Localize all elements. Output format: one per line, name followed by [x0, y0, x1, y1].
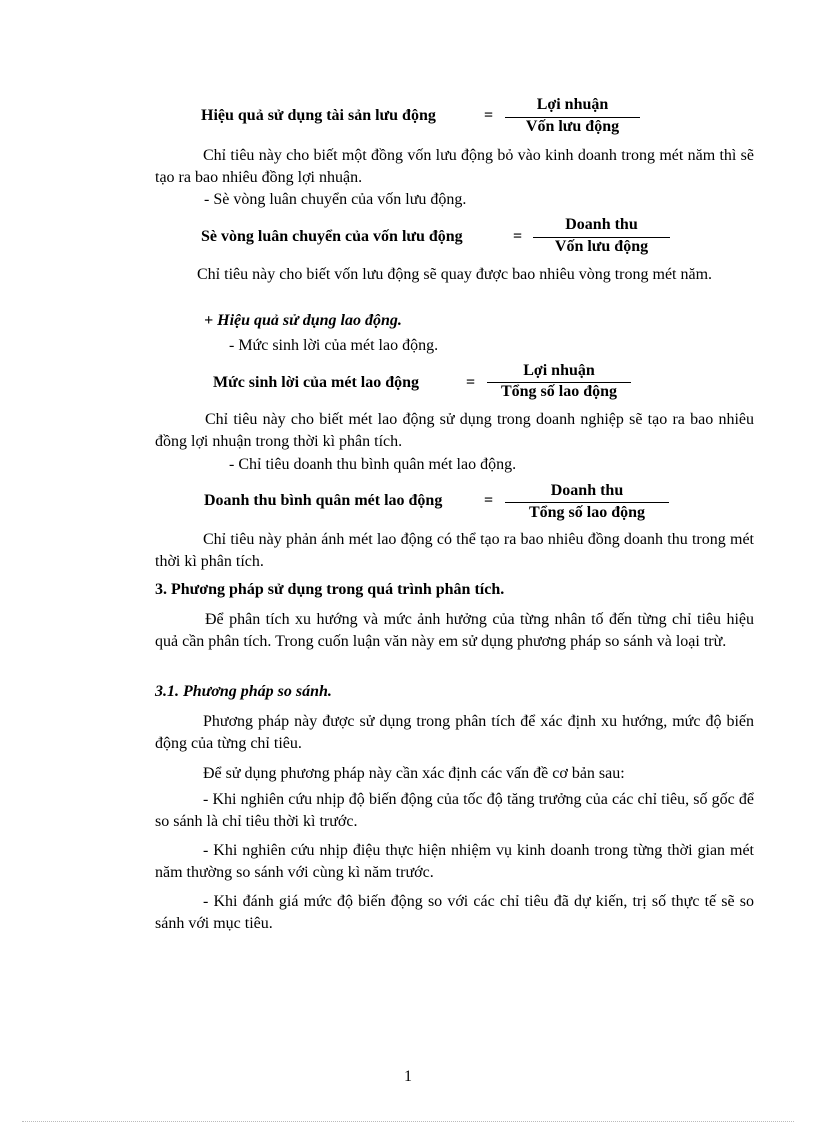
equals-sign: = [513, 228, 523, 245]
formula-denominator: Tổng số lao động [528, 504, 646, 521]
formula-numerator: Lợi nhuận [523, 362, 595, 379]
formula-numerator: Lợi nhuận [536, 96, 609, 113]
formula-label: Hiệu quả sử dụng tài sản lưu động [201, 107, 436, 124]
paragraph: Phương pháp này được sử dụng trong phân tích để xác định xu hướng, mức độ biến động của từng chỉ tiêu. [155, 713, 754, 752]
paragraph: - Khi nghiên cứu nhịp điệu thực hiện nhiệm vụ kinh doanh trong từng thời gian mét năm thường so sánh với cùng kì năm trước. [155, 842, 754, 881]
paragraph: Chỉ tiêu này cho biết một đồng vốn lưu động bỏ vào kinh doanh trong mét năm thì sẽ tạo ra bao nhiêu đồng lợi nhuận. [155, 147, 754, 186]
paragraph: - Khi đánh giá mức độ biến động so với các chỉ tiêu đã dự kiến, trị số thực tế sẽ so sánh với mục tiêu. [155, 893, 754, 932]
paragraph: Chỉ tiêu này phản ánh mét lao động có thể tạo ra bao nhiêu đồng doanh thu trong mét thời kì phân tích. [155, 531, 754, 570]
equals-sign: = [484, 107, 494, 124]
page-number: 1 [404, 1068, 412, 1085]
formula-denominator: Vốn lưu động [525, 118, 620, 135]
formula-denominator: Tổng số lao động [500, 383, 618, 400]
bullet-item: - Chỉ tiêu doanh thu bình quân mét lao động. [229, 456, 517, 473]
subsection-heading: 3.1. Phương pháp so sánh. [155, 683, 332, 700]
formula-numerator: Doanh thu [550, 482, 624, 499]
bullet-item: - Mức sinh lời của mét lao động. [229, 337, 439, 354]
formula-label: Doanh thu bình quân mét lao động [204, 492, 443, 509]
fraction-bar [505, 502, 669, 503]
formula-label: Sè vòng luân chuyển của vốn lưu động [201, 228, 463, 245]
formula-label: Mức sinh lời của mét lao động [213, 374, 420, 391]
formula-denominator: Vốn lưu động [554, 238, 649, 255]
section-heading: 3. Phương pháp sử dụng trong quá trình phân tích. [155, 581, 505, 598]
equals-sign: = [484, 492, 494, 509]
bullet-item: - Sè vòng luân chuyển của vốn lưu động. [204, 191, 467, 208]
subheading-labor-efficiency: + Hiệu quả sử dụng lao động. [204, 312, 402, 329]
formula-numerator: Doanh thu [565, 216, 638, 233]
paragraph: Chỉ tiêu này cho biết vốn lưu động sẽ quay được bao nhiêu vòng trong mét năm. [197, 266, 713, 283]
paragraph: Để phân tích xu hướng và mức ảnh hưởng của từng nhân tố đến từng chỉ tiêu hiệu quả cần phân tích. Trong cuốn luận văn này em sử dụng phương pháp so sánh và loại trừ. [155, 611, 754, 650]
paragraph: Để sử dụng phương pháp này cần xác định các vấn đề cơ bản sau: [203, 765, 625, 782]
page-bottom-border [22, 1121, 794, 1122]
paragraph: - Khi nghiên cứu nhịp độ biến động của tốc độ tăng trưởng của các chỉ tiêu, số gốc để so sánh là chỉ tiêu thời kì trước. [155, 791, 754, 830]
paragraph: Chỉ tiêu này cho biết mét lao động sử dụng trong doanh nghiệp sẽ tạo ra bao nhiêu đồng lợi nhuận trong thời kì phân tích. [155, 411, 754, 450]
equals-sign: = [466, 374, 476, 391]
